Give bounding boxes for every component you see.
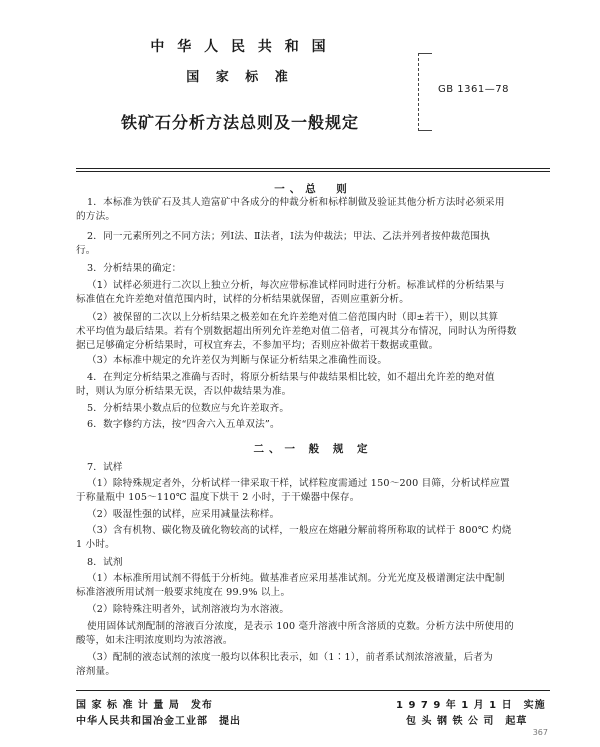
body-line: （1）试样必须进行二次以上独立分析，每次应带标准试样同时进行分析。标准试样的分析结果与 — [87, 280, 505, 291]
body-line: 1．本标准为铁矿石及其人造富矿中各成分的仲裁分析和标样制做及验证其他分析方法时必须采用 — [87, 197, 505, 208]
body-line: （1）本标准所用试剂不得低于分析纯。做基准者应采用基准试剂。分光光度及极谱测定法中配制 — [87, 573, 505, 584]
standard-code: GB 1361—78 — [438, 84, 509, 95]
body-line: 术平均值为最后结果。若有个别数据超出所列允许差绝对值二倍者，可视其分布情况，同时认为所得数 — [76, 326, 517, 337]
page-number: 367 — [532, 728, 548, 737]
issuer-propose: 中华人民共和国冶金工业部 提出 — [76, 716, 241, 727]
body-line: 据已足够确定分析结果时，可权宜弃去，不参加平均；否则应补做若干数据或重做。 — [76, 340, 439, 351]
body-line: （3）含有机物、碳化物及硫化物较高的试样，一般应在熔融分解前将所称取的试样于 800℃ 灼烧 — [87, 525, 512, 536]
body-line: 溶剂量。 — [76, 666, 116, 677]
section-general-title: 一、总 则 — [274, 183, 352, 195]
body-line: 5．分析结果小数点后的位数应与允许差取齐。 — [87, 403, 290, 414]
body-line: 于称量瓶中 105～110℃ 温度下烘干 2 小时，于干燥器中保存。 — [76, 492, 360, 503]
footer-rule — [76, 690, 550, 691]
standard-type-heading: 国 家 标 准 — [186, 70, 294, 85]
body-line: 酸等，如未注明浓度则均为浓溶液。 — [76, 635, 233, 646]
body-line: （3）配制的液态试剂的浓度一般均以体积比表示，如（1∶1），前者系试剂浓溶液量，后者为 — [87, 652, 493, 663]
code-box-tick-top — [418, 53, 432, 54]
code-box-bracket — [418, 53, 419, 131]
body-line: 8．试剂 — [87, 557, 123, 568]
body-line: 标准值在允许差绝对值范围内时，试样的分析结果就保留，否则应重新分析。 — [76, 294, 409, 305]
body-line: （2）被保留的二次以上分析结果之极差如在允许差绝对值二倍范围内时（即±若干），则以其算 — [87, 312, 499, 323]
country-heading: 中 华 人 民 共 和 国 — [150, 39, 330, 55]
body-line: 6．数字修约方法，按“四舍六入五单双法”。 — [87, 419, 280, 430]
body-line: 时，则认为原分析结果无误，否以仲裁结果为准。 — [76, 386, 292, 397]
code-box-tick-bottom — [418, 130, 432, 131]
body-line: 7．试样 — [87, 462, 123, 473]
effective-date: 1 9 7 9 年 1 月 1 日 实施 — [396, 700, 546, 711]
body-line: 1 小时。 — [76, 539, 115, 550]
body-line: 标准溶液所用试剂一般要求纯度在 99.9% 以上。 — [76, 587, 291, 598]
body-line: 使用固体试剂配制的溶液百分浓度，是表示 100 毫升溶液中所含溶质的克数。分析方法中所使用的 — [87, 621, 514, 632]
header-rule-thin — [76, 171, 550, 172]
body-line: 的方法。 — [76, 211, 116, 222]
body-line: （2）吸湿性强的试样，应采用减量法称样。 — [87, 509, 280, 520]
header-rule — [76, 168, 550, 169]
body-line: 2．同一元素所列之不同方法；列Ⅰ法、Ⅱ法者，Ⅰ法为仲裁法；甲法、乙法并列者按仲裁范围执 — [87, 231, 490, 242]
section-general-rules-title: 二、一 般 规 定 — [253, 443, 373, 455]
body-line: （2）除特殊注明者外，试剂溶液均为水溶液。 — [87, 604, 290, 615]
issuer-publish: 国 家 标 准 计 量 局 发布 — [76, 700, 213, 711]
body-line: （1）除特殊规定者外，分析试样一律采取干样，试样粒度需通过 150～200 目筛，分析试样应置 — [87, 478, 510, 489]
body-line: 3．分析结果的确定： — [87, 263, 182, 274]
standard-code-box — [416, 53, 534, 131]
body-line: 4．在判定分析结果之准确与否时，将原分析结果与仲裁结果相比较，如不超出允许差的绝对值 — [87, 372, 495, 383]
drafter: 包 头 钢 铁 公 司 起草 — [406, 716, 528, 727]
body-line: （3）本标准中规定的允许差仅为判断与保证分析结果之准确性而设。 — [87, 355, 388, 366]
body-line: 行。 — [76, 245, 96, 256]
document-title: 铁矿石分析方法总则及一般规定 — [120, 113, 359, 132]
